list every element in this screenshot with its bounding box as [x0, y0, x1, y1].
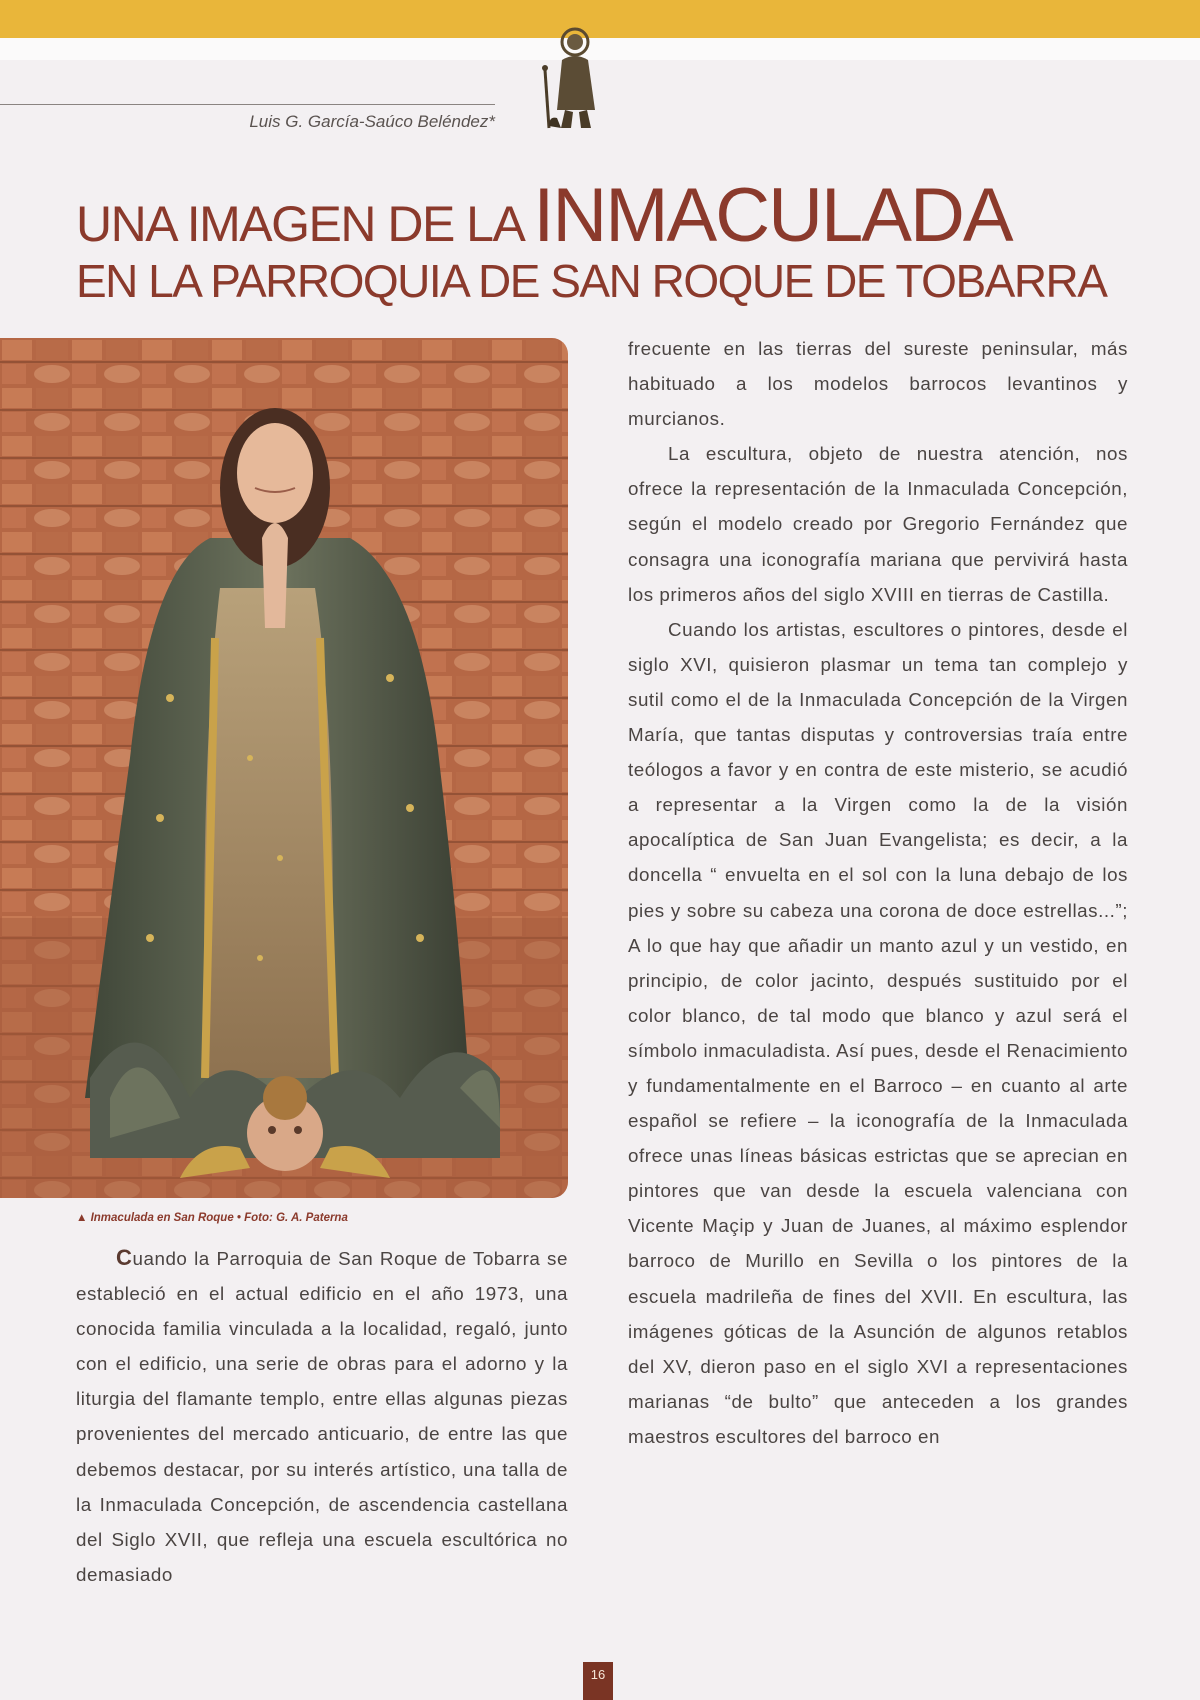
title-main: INMACULADA [533, 173, 1012, 258]
right-paragraph-1: frecuente en las tierras del sureste peninsular, más habituado a los modelos barrocos levantinos y murcianos. [628, 338, 1128, 430]
right-column [628, 331, 1128, 1454]
article-subtitle: EN LA PARROQUIA DE SAN ROQUE DE TOBARRA [76, 255, 1107, 307]
title-prefix: UNA IMAGEN DE LA [76, 196, 525, 252]
left-column [76, 1240, 568, 1592]
left-paragraph-text: uando la Parroquia de San Roque de Tobarra se estableció en el actual edificio en el año 1973, una conocida familia vinculada a la localidad, regaló, junto con el edificio, una serie de obras para el adorno y la liturgia del flamante templo, entre ellas algunas piezas provenientes del mercado anticuario, de entre las que debemos destacar, por su interés artístico, una talla de la Inmaculada Concepción, de ascendencia castellana del Siglo XVII, que refleja una escuela escultórica no demasiado [76, 1248, 568, 1585]
left-paragraph [76, 1240, 568, 1592]
dropcap: C [116, 1245, 133, 1270]
article-photo [0, 338, 568, 1198]
right-paragraph-2: La escultura, objeto de nuestra atención, nos ofrece la representación de la Inmaculada Concepción, según el modelo creado por Gregorio Fernández que consagra una iconografía mariana que pervivirá hasta los primeros años del siglo XVIII en tierras de Castilla. [628, 443, 1128, 605]
right-paragraph-3: Cuando los artistas, escultores o pintores, desde el siglo XVI, quisieron plasmar un tema tan complejo y sutil como el de la Inmaculada Concepción de la Virgen María, que tantas disputas y controversias traía entre teólogos a favor y en contra de este misterio, se acudió a representar a la Virgen como la de la visión apocalíptica de San Juan Evangelista; es decir, a la doncella “ envuelta en el sol con la luna debajo de los pies y sobre su cabeza una corona de doce estrellas...”; A lo que hay que añadir un manto azul y un vestido, en principio, de color jacinto, después sustituido por el color blanco, de tal modo que blanco y azul será el símbolo inmaculadista. Así pues, desde el Renacimiento y fundamentalmente en el Barroco – en cuanto al arte español se refiere – la iconografía de la Inmaculada ofrece unas líneas básicas estrictas que se aprecian en pintores que van desde la escuela valenciana con Vicente Maçip y Juan de Juanes, al máximo esplendor barroco de Murillo en Sevilla o los pintores de la escuela madrileña de fines del XVII. En escultura, las imágenes góticas de la Asunción de algunos retablos del XV, dieron paso en el siglo XVI a representaciones marianas “de bulto” que anteceden a los grandes maestros escultores del barroco en [628, 618, 1128, 1447]
author-rule [0, 104, 495, 105]
page-number: 16 [583, 1662, 613, 1700]
photo-caption: ▲ Inmaculada en San Roque • Foto: G. A. Paterna [76, 1212, 348, 1224]
saint-roque-emblem [535, 20, 610, 130]
article-title [76, 173, 1012, 258]
author-byline: Luis G. García-Saúco Beléndez* [249, 112, 495, 131]
